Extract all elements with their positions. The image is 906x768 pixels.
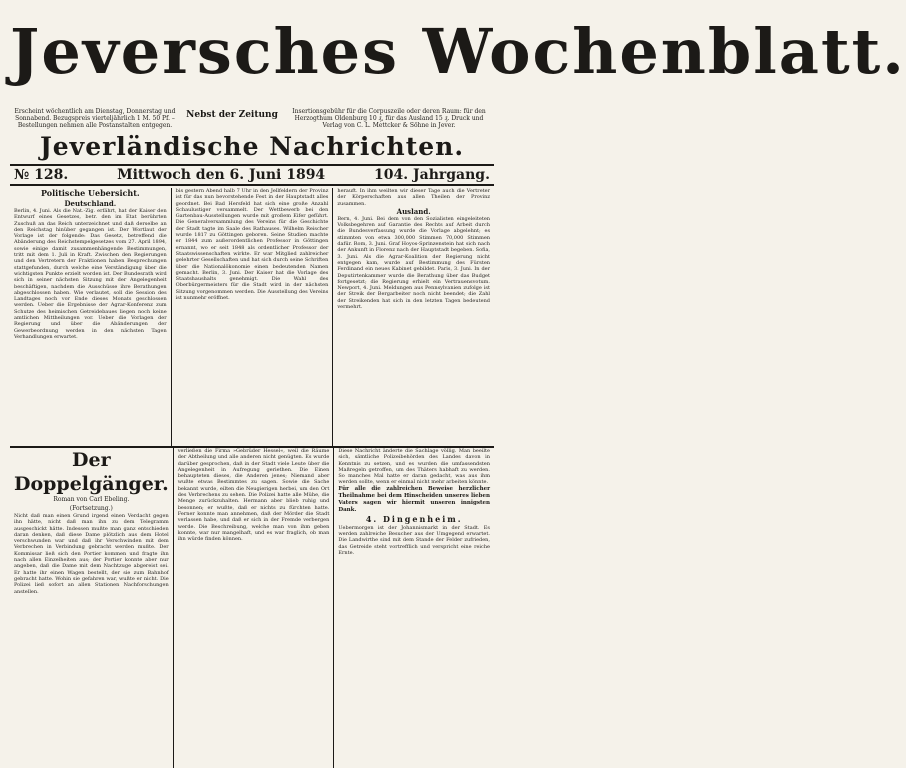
- column-3b: [333, 448, 494, 768]
- subhead-middle: Nebst der Zeitung: [186, 110, 278, 120]
- column-3-text: herauft. In ihm weilten wir dieser Tage auch die Vertreter der Körperschaften aus allen Theilen der Provinz zusammen.: [337, 188, 491, 207]
- column-3b-text-2: Uebermorgen ist der Johannismarkt in der Stadt. Es werden zahlreiche Besucher aus der Umgegend erwartet. Die Landwirthe sind mit dem Stande der Felder zufrieden, das Getreide steht vortrefflich und verspricht eine reiche Ernte.: [338, 524, 490, 556]
- column-1-text: Berlin, 4. Juni. Als die Nat.-Zig. erfährt, hat der Kaiser den Entwurf eines Gesetzes, betr. den im Etat berührten Zuschuß an das Reich unterzeichnet und daß derselbe an den Reichstag hinüber gegangen ist. Der Wortlaut der Vorlage ist der folgende: Das Gesetz, betreffend die Abänderung des Reichstempelgesetzes vom 27. April 1894, sowie einige damit zusammenhängende Bestimmungen, tritt mit dem 1. Juli in Kraft. Zwischen den Regierungen und den Vertretern der Fraktionen haben Besprechungen stattgefunden, durch welche eine Verständigung über die wichtigsten Punkte erzielt worden ist. Der Bundesrath wird sich in seiner nächsten Sitzung mit der Angelegenheit beschäftigen, nachdem die Ausschüsse ihre Berathungen abgeschlossen haben. Wie verlautet, soll die Session des Landtages noch vor Ende dieses Monats geschlossen werden. Ueber die Ergebnisse der Agrar-Konferenz zum Schutze des heimischen Getreidebaues liegen noch keine amtlichen Mittheilungen vor. Ueber die Vorlagen der Regierung und über die Abänderungen der Gewerbeordnung werden in den nächsten Tagen Verhandlungen erwartet.: [14, 208, 167, 340]
- thanks-notice: Für alle die zahlreichen Beweise herzlicher Theilnahme bei dem Hinscheiden unseres lieben Vaters sagen wir hiermit unseren innigsten Dank.: [338, 485, 490, 513]
- germany-subtitle: Deutschland.: [64, 199, 117, 208]
- feuilleton-column: [10, 448, 173, 768]
- issue-date: Mittwoch den 6. Juni 1894: [117, 167, 326, 183]
- column-3: [332, 188, 494, 446]
- column-2: [171, 188, 333, 446]
- masthead-title: Jeversches Wochenblatt.: [10, 15, 906, 88]
- abroad-subtitle: Ausland.: [396, 206, 431, 216]
- column-1: [10, 188, 171, 446]
- column-3-text-2: Bern, 4. Juni. Bei dem von den Sozialisten eingeleiteten Volksbegehren auf Garantie des Rechts auf Arbeit durch die Bundesverfassung wurde die Vorlage abgelehnt; es stimmten von etwa 300,000 Stimmen 70,000 Stimmen dafür. Rom, 3. Juni. Graf Hoyos-Sprinzenstein hat sich nach der Ankunft in Florenz nach der Hauptstadt begeben. Sofia, 3. Juni. Als die Agrar-Koalition der Regierung nicht entgegen kam, wurde auf Bestimmung des Fürsten Ferdinand ein neues Kabinet gebildet. Paris, 3. Juni. In der Deputirtenkammer wurde die Berathung über das Budget fortgesetzt; die Regierung erhielt ein Vertrauensvotum. Newport, 4. Juni. Meldungen aus Pennsylvanien zufolge ist der Streik der Bergarbeiter noch nicht beendet; die Zahl der Streikenden hat sich in den letzten Tagen bedeutend vermehrt.: [337, 215, 491, 311]
- subtitle: Jeverländische Nachrichten.: [10, 130, 494, 166]
- column-2b: [173, 448, 334, 768]
- feuilleton-title: Der Doppelgänger.: [14, 449, 169, 495]
- column-2b-text: verließen die Firma »Gebrüder Hessel«, weil die Räume der Abtheilung und alle anderen nicht genügten. Es wurde darüber gesprochen, daß in der Stadt viele Leute über die Angelegenheit in Aufregung geriethen. Die Einen behaupteten dieses, die Anderen jenes; Niemand aber wußte etwas Bestimmtes zu sagen. Sowie die Sache bekannt wurde, eilten die Neugierigen herbei, um den Ort des Verbrechens zu sehen. Die Polizei hatte alle Mühe, die Menge zurückzuhalten. Hermann aber blieb ruhig und besonnen; er wußte, daß er nichts zu fürchten hatte. Ferner konnte man annehmen, daß der Mörder die Stadt verlassen habe, und daß er sich in der Fremde verbergen werde. Die Beschreibung, welche man von ihm geben konnte, war nur mangelhaft, und es war fraglich, ob man ihn würde finden können.: [177, 448, 330, 543]
- subhead-right: Insertionsgebühr für die Corpuszeile oder deren Raum: für den Herzogthum Oldenburg 10 ₰, für das Ausland 15 ₰. Druck und Verlag von C. L. Mettcker & Söhne in Jever.: [292, 108, 486, 129]
- politics-title: Politische Uebersicht.: [40, 188, 140, 198]
- feuilleton-text: Nicht daß man einen Grund irgend einen Verdacht gegen ihn hätte, nicht daß man ihn zu dem Telegramm ausgeschickt hätte. Indessen mußte man ganz entschieden daran denken, daß diese Dame plötzlich aus dem Hotel verschwunden war und daß ihr Verschwinden mit dem Verbrechen in Verbindung gebracht werden mußte. Der Kommissar ließ sich den Portier kommen und fragte ihn nach allen Einzelheiten aus; der Portier konnte aber nur angeben, daß die Dame mit dem Nachtzuge abgereist sei. Er hatte ihr einen Wagen bestellt, der sie zum Bahnhof gebracht hatte. Wohin sie gefahren war, wußte er nicht. Die Polizei ließ sofort an allen Stationen Nachforschungen anstellen.: [14, 513, 169, 595]
- top-columns: [10, 188, 494, 446]
- bottom-columns: [10, 448, 494, 768]
- issue-year: 104. Jahrgang.: [374, 167, 490, 183]
- local-news-title: 4. Dingenheim.: [365, 513, 463, 524]
- issue-number: № 128.: [14, 167, 69, 183]
- feuilleton-continuation: (Fortsetzung.): [69, 505, 113, 512]
- subhead-left: Erscheint wöchentlich am Dienstag, Donnerstag und Sonnabend. Bezugspreis vierteljährlich 1 M. 50 Pf. – Bestellungen nehmen alle Postanstalten entgegen.: [14, 108, 176, 129]
- subhead: [10, 108, 494, 130]
- feuilleton-author: Roman von Carl Ebeling.: [53, 496, 130, 503]
- column-3b-text: Diese Nachricht änderte die Sachlage völlig. Man beeilte sich, sämtliche Polizeibehörden des Landes davon in Kenntnis zu setzen, und es wurden die umfassendsten Maßregeln getroffen, um des Thäters habhaft zu werden. So manches Mal hatte er daran gedacht, was aus ihm werden sollte, wenn er einmal nicht mehr arbeiten könnte.: [338, 448, 490, 486]
- column-2-text: bis gestern Abend halb 7 Uhr in den Jellfeldern der Provinz ist für das nun bevorstehende Fest in der Hauptstadt alles geordnet. Bei Bad Hersfeld hat sich eine große Anzahl Schaulustiger versammelt. Der Wettbewerb bei den Gartenbau-Ausstellungen wurde mit großem Eifer geführt. Die Generalversammlung des Vereins für die Geschichte der Stadt tagte im Saale des Rathauses. Wilhelm Reischer wurde 1817 zu Göttingen geboren. Seine Studien machte er 1844 zum außerordentlichen Professor in Göttingen ernannt, wo er seit 1848 als ordentlicher Professor der Staatswissenschaften wirkte. Er war Mitglied zahlreicher gelehrter Gesellschaften und hat sich durch seine Schriften über die Nationalökonomie einen bedeutenden Namen gemacht. Berlin, 3. Juni. Der Kaiser hat die Vorlage des Staatshaushalts genehmigt. Die Wahl des Oberbürgermeisters für die Stadt wird in der nächsten Sitzung vorgenommen werden. Die Ausstellung des Vereins ist nunmehr eröffnet.: [175, 188, 329, 302]
- info-bar: [10, 166, 494, 186]
